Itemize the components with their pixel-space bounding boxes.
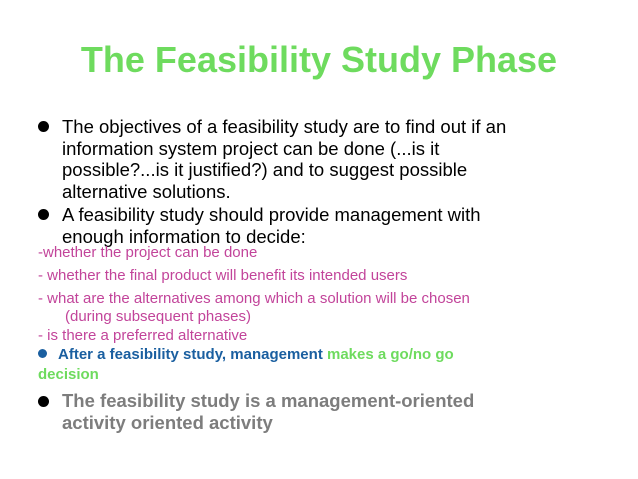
bullet-line: possible?...is it justified?) and to suggest possible <box>62 159 468 180</box>
bullet-provide <box>0 204 600 247</box>
bullet-line: A feasibility study should provide management with <box>62 204 481 225</box>
bullet-line: The objectives of a feasibility study are to find out if an <box>62 116 507 137</box>
bullet-line: enough information to decide: <box>62 225 306 247</box>
after-study-part1: After a feasibility study, <box>58 346 227 363</box>
decide-item: - is there a preferred alternative <box>38 327 248 344</box>
bullet-item <box>0 204 600 247</box>
bullet-dot-icon <box>38 396 49 407</box>
bullet-dot-icon <box>38 209 49 220</box>
decide-item: - whether the final product will benefit its intended users <box>38 267 408 284</box>
bullet-line: information system project can be done (...is it <box>62 137 440 159</box>
after-study-part2: management <box>230 346 323 363</box>
after-study-part3: makes a go/no go <box>326 346 454 363</box>
bullet-item <box>0 116 600 202</box>
bullet-line: The feasibility study is a management-oriented <box>62 390 475 411</box>
after-study-bullet <box>38 345 618 385</box>
bullet-management-oriented <box>0 390 600 434</box>
bullet-dot-icon <box>38 121 49 132</box>
page-title: The Feasibility Study Phase <box>80 39 558 80</box>
decide-item-continuation: (during subsequent phases) <box>65 307 251 325</box>
bullet-item <box>0 390 600 434</box>
decide-item-text: - what are the alternatives among which a solution will be chosen <box>38 290 470 307</box>
bullet-objectives <box>0 116 600 202</box>
decide-item: -whether the project can be done <box>38 244 258 261</box>
bullet-line: alternative solutions. <box>62 180 231 202</box>
bullet-dot-icon <box>38 349 47 358</box>
decide-item <box>38 290 618 325</box>
after-study-part4: decision <box>38 366 99 383</box>
bullet-line: activity oriented activity <box>62 412 273 433</box>
